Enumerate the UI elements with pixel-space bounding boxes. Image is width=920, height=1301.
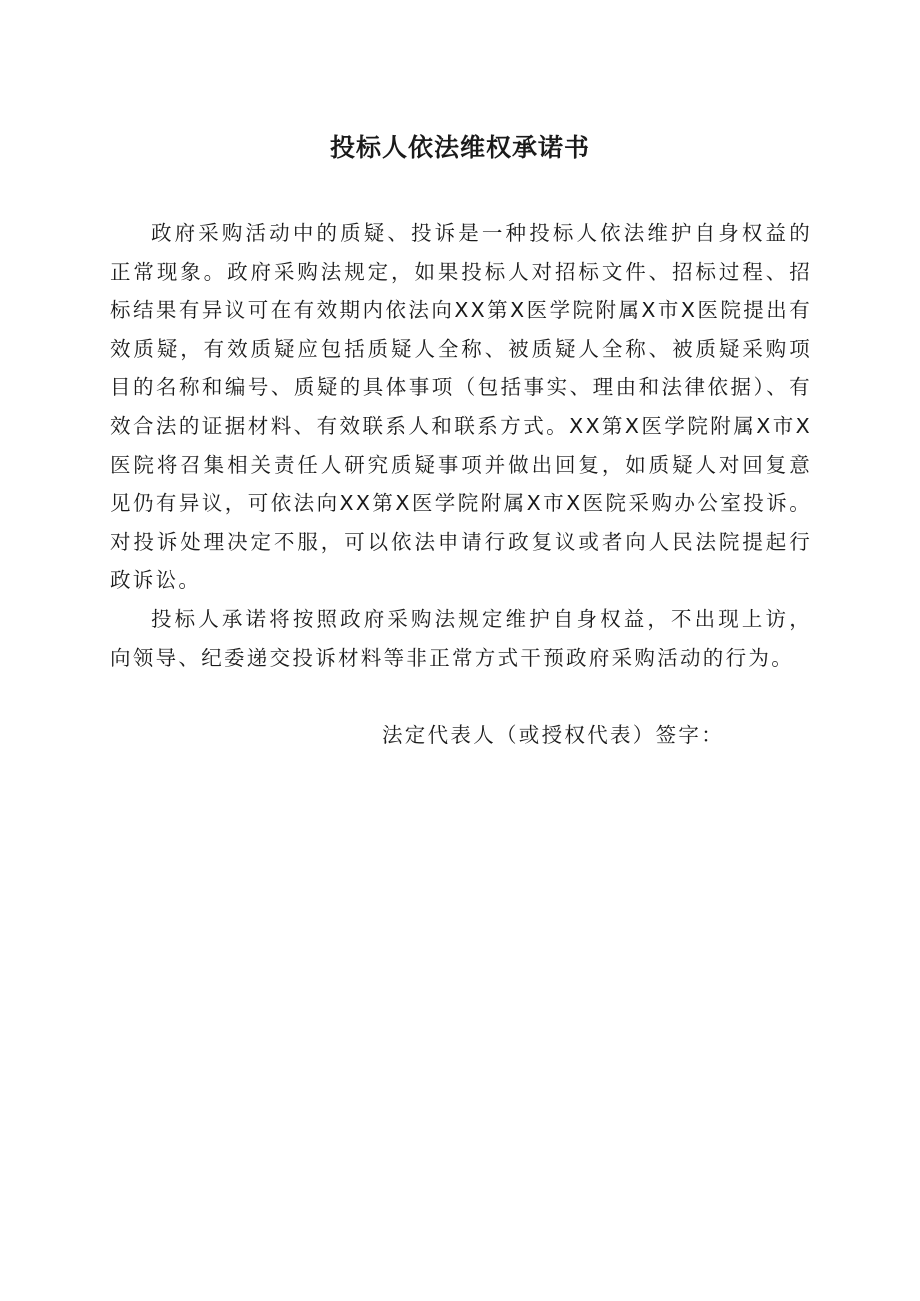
document-body — [110, 214, 812, 677]
signature-label: 法定代表人（或授权代表）签字： — [382, 723, 724, 747]
paragraph-commitment: 投标人承诺将按照政府采购法规定维护自身权益，不出现上访，向领导、纪委递交投诉材料等非正常方式干预政府采购活动的行为。 — [110, 606, 812, 670]
document-title: 投标人依法维权承诺书 — [329, 133, 590, 162]
paragraph-complaint-procedure: 政府采购活动中的质疑、投诉是一种投标人依法维护自身权益的正常现象。政府采购法规定，如果投标人对招标文件、招标过程、招标结果有异议可在有效期内依法向XX第X医学院附属X市X医院提出有效质疑，有效质疑应包括质疑人全称、被质疑人全称、被质疑采购项目的名称和编号、质疑的具体事项（包括事实、理由和法律依据）、有效合法的证据材料、有效联系人和联系方式。XX第X医学院附属X市X医院将召集相关责任人研究质疑事项并做出回复，如质疑人对回复意见仍有异议，可依法向XX第X医学院附属X市X医院采购办公室投诉。对投诉处理决定不服，可以依法申请行政复议或者向人民法院提起行政诉讼。 — [110, 221, 812, 593]
